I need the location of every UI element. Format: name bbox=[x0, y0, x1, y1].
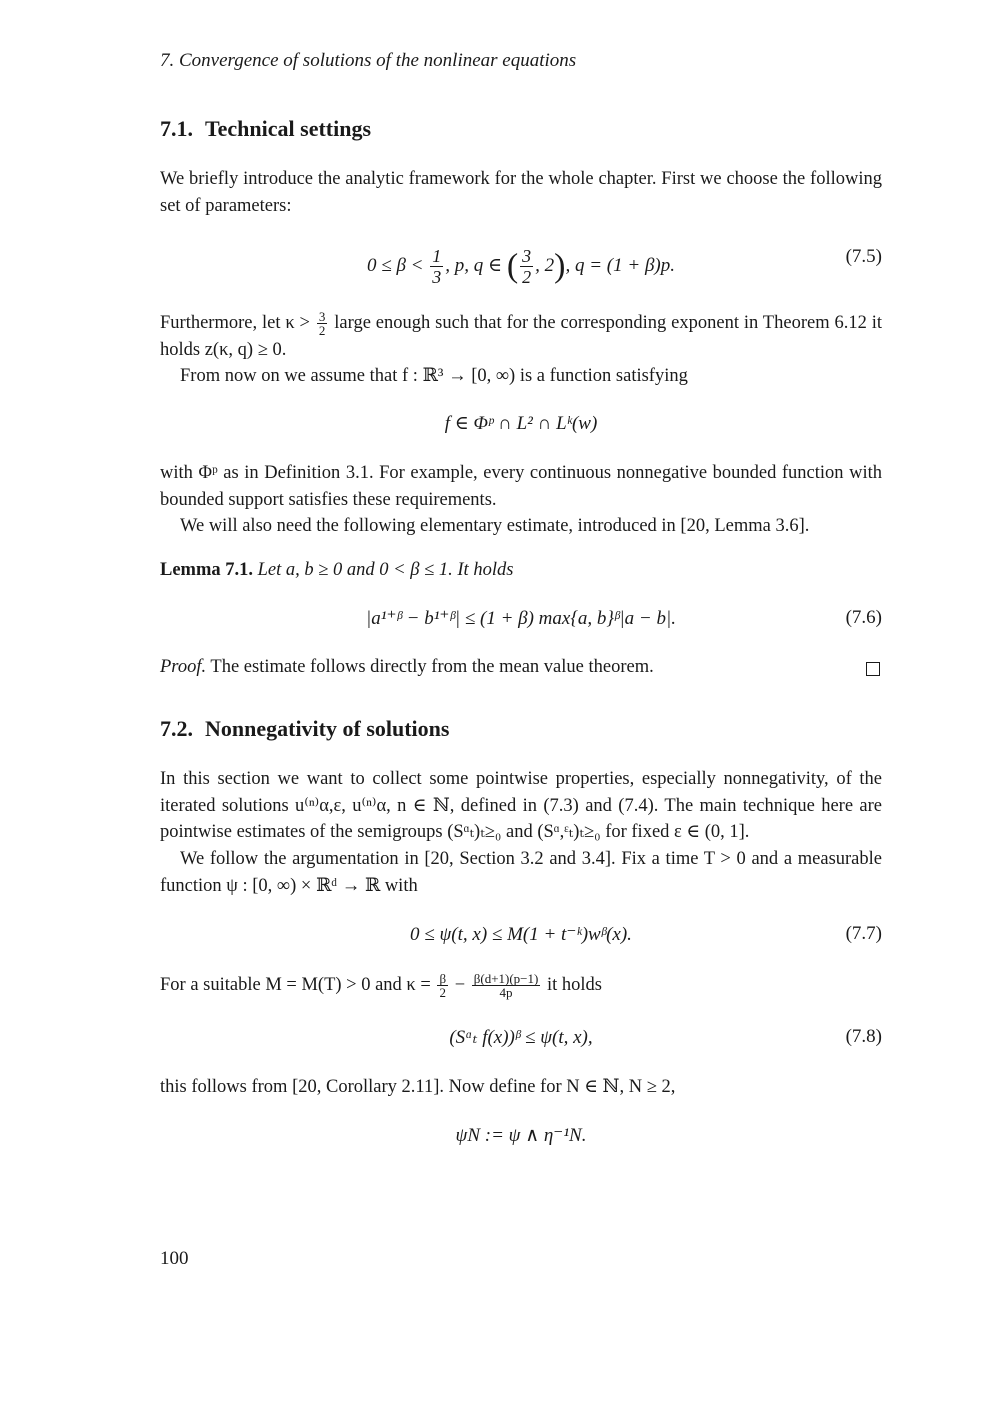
right-paren: ) bbox=[554, 247, 566, 285]
left-paren: ( bbox=[506, 247, 519, 285]
equation-psi-n: ψN := ψ ∧ η⁻¹N. bbox=[455, 1125, 587, 1146]
eq-part: , p, q ∈ bbox=[445, 254, 503, 276]
paragraph-intro: We briefly introduce the analytic framework for the whole chapter. First we choose the following set of parameters: bbox=[160, 169, 882, 216]
equation-tag: (7.7) bbox=[845, 923, 882, 944]
equation-tag: (7.8) bbox=[845, 1026, 882, 1047]
section-number: 7.1. bbox=[160, 116, 193, 141]
fraction: $\frac{1}{3}$ bbox=[432, 246, 442, 287]
proof bbox=[160, 654, 882, 681]
proof-text: The estimate follows directly from the mean value theorem. bbox=[210, 657, 654, 677]
lemma-text: Let a, b ≥ 0 and 0 < β ≤ 1. It holds bbox=[257, 560, 514, 580]
equation-f: f ∈ Φᵖ ∩ L² ∩ Lᵏ(w) bbox=[444, 413, 598, 434]
fraction: $\frac{\beta}{2}$ bbox=[439, 971, 447, 1001]
paragraph-definition: with Φᵖ as in Definition 3.1. For example, every continuous nonnegative bounded function with bounded support satisfies these requirements. bbox=[160, 463, 882, 510]
paragraph-nonnegativity: In this section we want to collect some pointwise properties, especially nonnegativity, of the iterated solutions u⁽ⁿ⁾α,ε, u⁽ⁿ⁾α, n ∈ ℕ, defined in (7.3) and (7.4). The main technique here are pointwise estimates of the semigroups (Sᵅₜ)ₜ≥₀ and (Sᵅ,ᵋₜ)ₜ≥₀ for fixed ε ∈ (0, 1]. bbox=[160, 769, 882, 842]
page-number: 100 bbox=[160, 1248, 189, 1269]
fraction: $\frac{3}{2}$ bbox=[522, 246, 532, 287]
fraction: $\frac{3}{2}$ bbox=[318, 309, 326, 339]
equation-7-7: 0 ≤ ψ(t, x) ≤ M(1 + t⁻ᵏ)wᵝ(x). (7.7) bbox=[410, 923, 882, 945]
proof-label: Proof. bbox=[160, 657, 207, 677]
equation-tag: (7.6) bbox=[845, 607, 882, 628]
section-heading-7-2 bbox=[160, 716, 449, 742]
fraction: $\frac{\beta(d+1)(p-1)}{4p}$ bbox=[473, 971, 539, 1001]
paragraph-corollary: this follows from [20, Corollary 2.11]. Now define for N ∈ ℕ, N ≥ 2, bbox=[160, 1077, 676, 1097]
paragraph-suitable-m: For a suitable M = M(T) > 0 and κ = $\frac{\beta}{2}$ − $\frac{\beta(d+1)(p-1)}{4p}$ it holds bbox=[160, 971, 602, 1001]
section-title: Technical settings bbox=[205, 116, 372, 141]
eq-part: , 2 bbox=[535, 254, 555, 276]
equation-7-8: (Sᵅₜ f(x))ᵝ ≤ ψ(t, x), (7.8) bbox=[449, 1026, 882, 1048]
section-heading-7-1 bbox=[160, 116, 371, 142]
section-number: 7.2. bbox=[160, 716, 193, 741]
paragraph-kappa: Furthermore, let κ > $\frac{3}{2}$ large enough such that for the corresponding exponent in Theorem 6.12 it holds z(κ, q) ≥ 0. bbox=[160, 309, 882, 361]
qed-square bbox=[866, 662, 880, 676]
paragraph-assumption: From now on we assume that f : ℝ³ → [0, ∞) is a function satisfying bbox=[180, 366, 688, 386]
lemma-7-1 bbox=[160, 557, 882, 584]
eq-part: 0 ≤ β < bbox=[367, 254, 424, 276]
equation-7-6: |a¹⁺ᵝ − b¹⁺ᵝ| ≤ (1 + β) max{a, b}ᵝ|a − b|. (7.6) bbox=[366, 607, 882, 629]
equation-7-5 bbox=[160, 240, 882, 287]
eq-part: , q = (1 + β)p. bbox=[565, 254, 675, 276]
equation-tag: (7.5) bbox=[845, 246, 882, 267]
running-head: 7. Convergence of solutions of the nonlinear equations bbox=[160, 50, 577, 71]
paragraph-estimate-intro: We will also need the following elementary estimate, introduced in [20, Lemma 3.6]. bbox=[180, 516, 810, 536]
lemma-title: Lemma 7.1. bbox=[160, 560, 253, 580]
section-title: Nonnegativity of solutions bbox=[205, 716, 450, 741]
paragraph-argumentation: We follow the argumentation in [20, Section 3.2 and 3.4]. Fix a time T > 0 and a measurable function ψ : [0, ∞) × ℝᵈ → ℝ with bbox=[160, 849, 882, 896]
